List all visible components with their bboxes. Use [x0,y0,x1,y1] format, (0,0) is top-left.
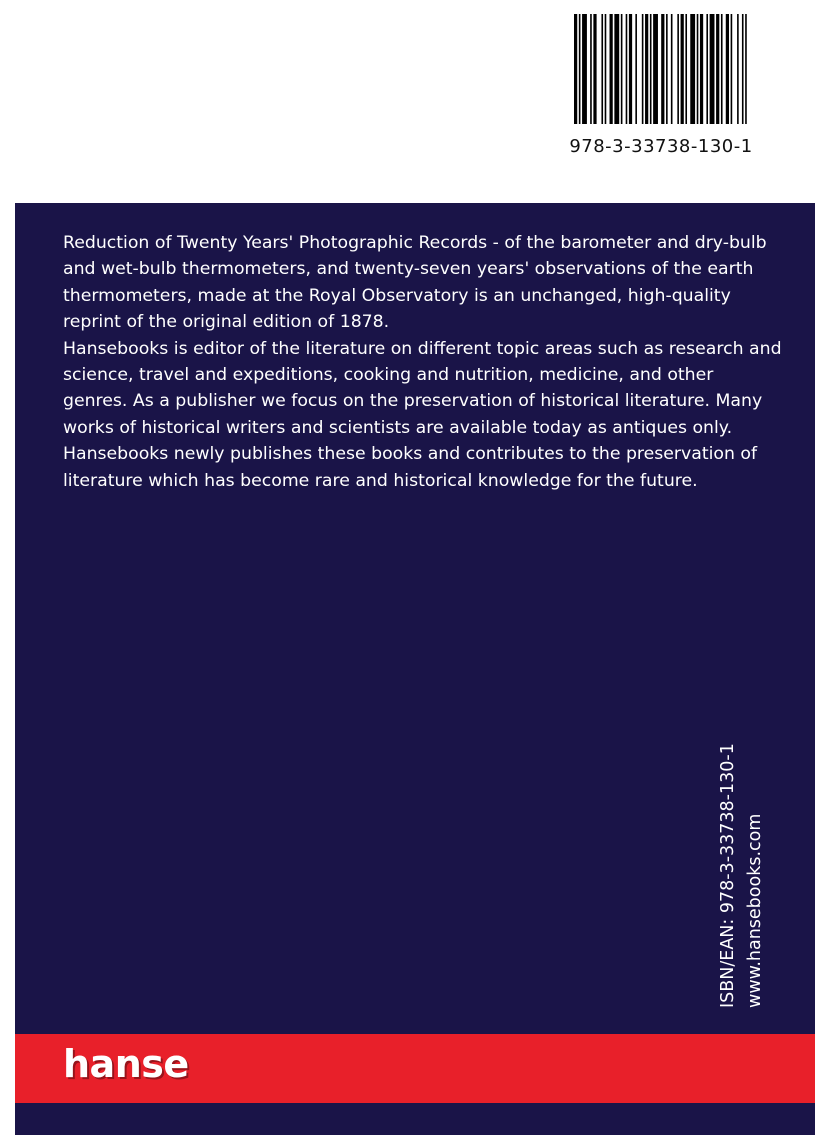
barcode-bar [650,14,652,124]
barcode-bar [614,14,619,124]
publisher-website: www.hansebooks.com [745,813,765,1008]
barcode-bar [742,14,744,124]
barcode-bar [681,14,684,124]
barcode-bar [700,14,703,124]
barcode-bar [579,14,581,124]
hanse-logo: hanse [63,1042,189,1086]
barcode-bar [582,14,587,124]
barcode-bar [653,14,658,124]
barcode-bar [621,14,623,124]
barcode-bar [710,14,715,124]
barcode-number: 978-3-33738-130-1 [569,136,753,157]
barcode-bar [642,14,644,124]
blurb-paragraph-1: Reduction of Twenty Years' Photographic Records - of the barometer and dry-bulb and wet-bulb thermometers, and twenty-seven years' observations of the earth thermometers, made at the Royal Observatory is an unchanged, high-quality reprint of the original edition of 1878. [63,233,767,333]
barcode-bar [666,14,668,124]
barcode-bar [645,14,648,124]
barcode-bar [726,14,729,124]
barcode-bar [671,14,673,124]
barcode-bar [690,14,695,124]
blurb-text [63,230,783,494]
barcode-bar [716,14,719,124]
cover-panel [15,203,815,1135]
barcode-bar [605,14,607,124]
barcode-bar [731,14,733,124]
barcode-block [566,14,756,157]
barcode-bar [706,14,708,124]
barcode-bar [590,14,592,124]
barcode-bar [737,14,739,124]
barcode-bar [626,14,628,124]
barcode-bar [601,14,603,124]
barcode-bar [685,14,687,124]
vertical-info [715,698,785,1008]
barcode-bar [697,14,699,124]
barcode-bar [677,14,679,124]
barcode-bar [593,14,596,124]
barcode-bar [745,14,747,124]
barcode-bar [661,14,664,124]
barcode-bar [635,14,637,124]
barcode-bar [610,14,613,124]
brand-band [15,1034,815,1103]
barcode-image [574,14,750,124]
barcode-bar [574,14,577,124]
barcode-bar [629,14,632,124]
isbn-ean-label: ISBN/EAN: 978-3-33738-130-1 [718,743,738,1008]
barcode-bar [721,14,723,124]
blurb-paragraph-2: Hansebooks is editor of the literature on different topic areas such as research and science, travel and expeditions, cooking and nutrition, medicine, and other genres. As a publisher we focus on the preservation of historical literature. Many works of historical writers and scientists are available today as antiques only. Hansebooks newly publishes these books and contributes to the preservation of literature which has become rare and historical knowledge for the future. [63,338,782,491]
bottom-panel [15,1103,815,1135]
